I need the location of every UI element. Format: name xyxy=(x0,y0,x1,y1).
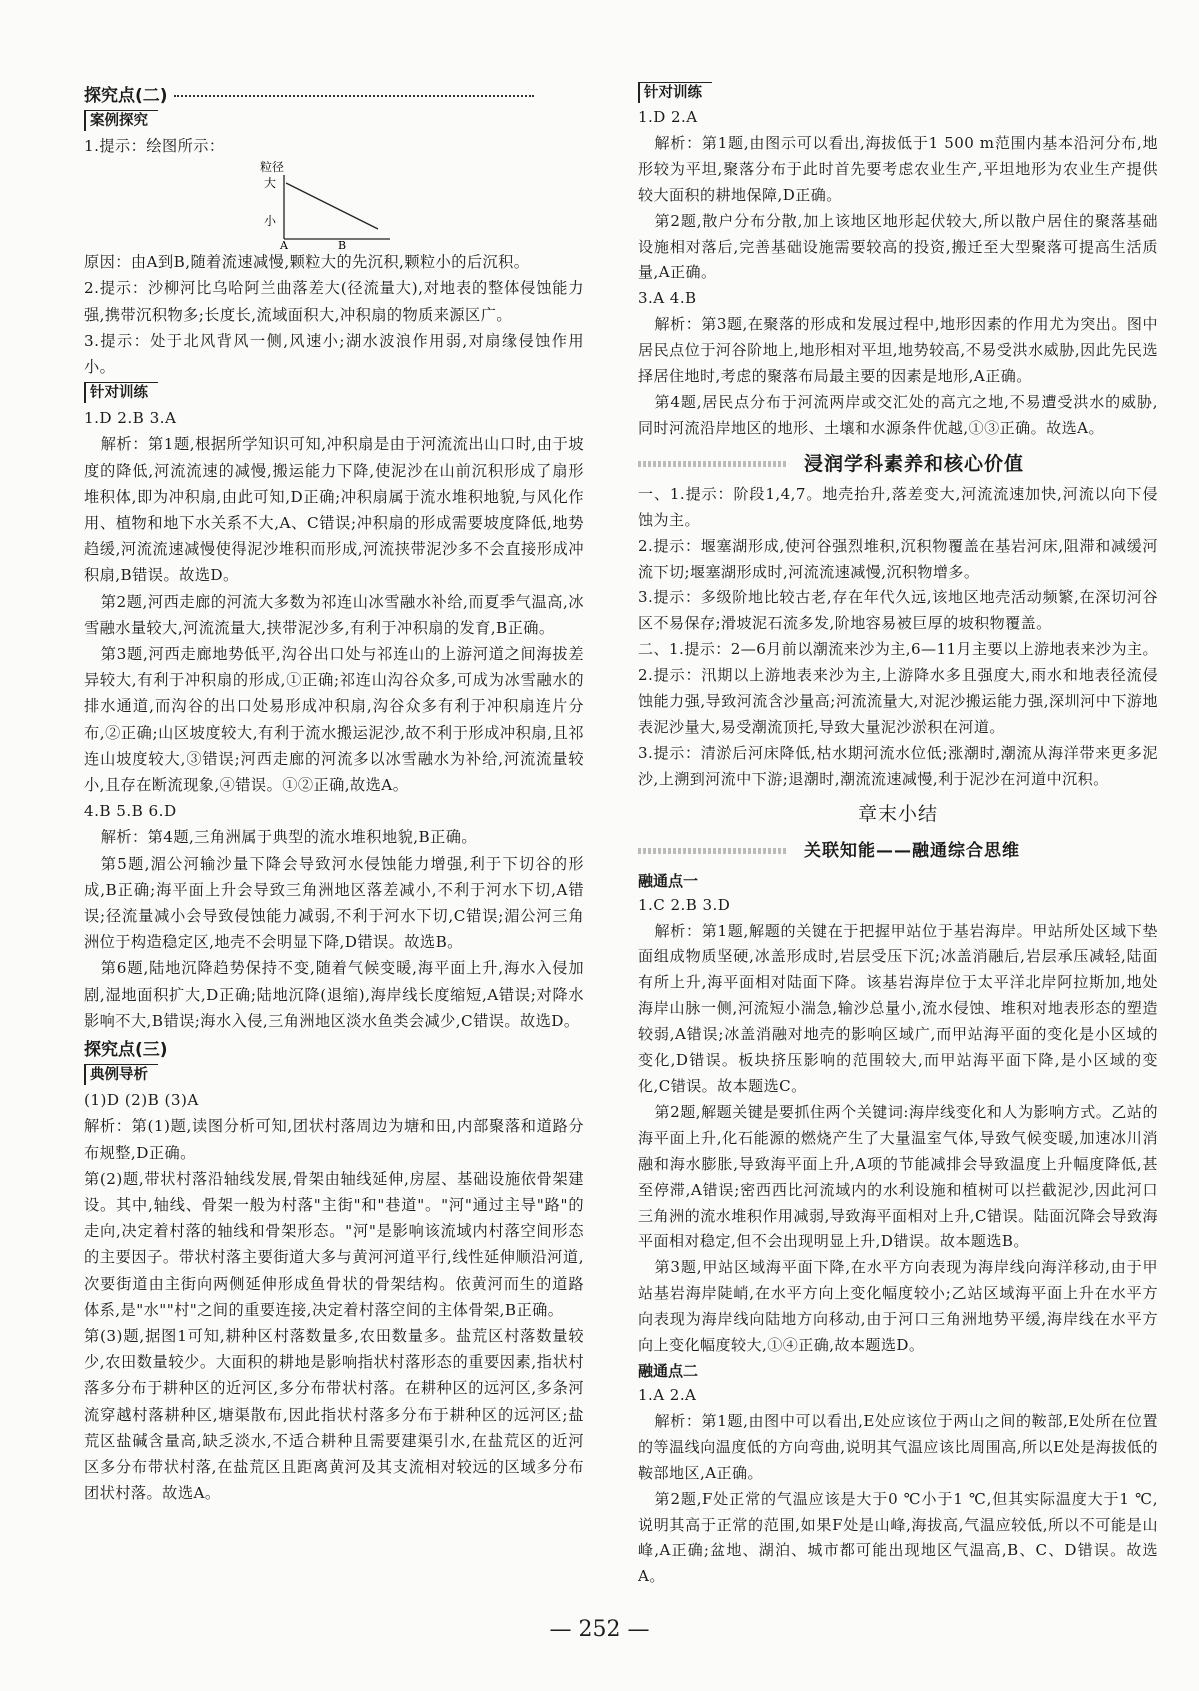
analysis-r2: 第2题,散户分布分散,加上该地区地形起伏较大,所以散户居住的聚落基础设施相对落后,完善基础设施需要较高的投资,搬迁至大型聚落可提高生活质量,A正确。 xyxy=(638,211,1158,282)
answers-r1: 1.D 2.A xyxy=(638,108,698,126)
answers-3: (1)D (2)B (3)A xyxy=(84,1091,199,1110)
chart-ylabel-1: 粒径 xyxy=(260,160,285,175)
left-column xyxy=(84,84,584,1506)
particle-size-chart xyxy=(260,159,584,249)
section-heading-3 xyxy=(84,1038,584,1062)
analysis-g1: 解析：第1题,由图中可以看出,E处应该位于两山之间的鞍部,E处所在位置的等温线向温度低的方向弯曲,说明其气温应该比周围高,所以E处是海拔低的鞍部地区,A正确。 xyxy=(638,1411,1158,1482)
section-title: 探究点(三) xyxy=(84,1040,168,1061)
case-label: 案例探究 xyxy=(84,110,158,131)
answers-r2: 3.A 4.B xyxy=(638,289,697,308)
hint-2: 2.提示：沙柳河比乌哈阿兰曲落差大(径流量大),对地表的整体侵蚀能力强,携带沉积物多;长度长,流域面积大,冲积扇的物质来源区广。 xyxy=(84,279,584,324)
chart-small-label: 小 xyxy=(264,214,277,229)
analysis-r4: 第4题,居民点分布于河流两岸或交汇处的高亢之地,不易遭受洪水的威胁,同时河流沿岸地区的地形、土壤和水源条件优越,①③正确。故选A。 xyxy=(638,392,1158,437)
question-2-analysis: 第(2)题,带状村落沿轴线发展,骨架由轴线延伸,房屋、基础设施依骨架建设。其中,轴线、骨架一般为村落"主街"和"巷道"。"河"通过主导"路"的走向,决定着村落的轴线和骨架形态。"河"是影响该流域内村落空间形态的主要因子。带状村落主要街道大多与黄河河道平行,线性延伸顺沿河道,次要街道由主街向两侧延伸形成鱼骨状的骨架结构。依黄河而生的道路体系,是"水""村"之间的重要连接,决定着村落空间的主体骨架,B正确。 xyxy=(84,1169,584,1319)
reason-text: 原因：由A到B,随着流速减慢,颗粒大的先沉积,颗粒小的后沉积。 xyxy=(84,253,530,272)
chapter-summary-title: 章末小结 xyxy=(857,802,938,825)
chart-point-b: B xyxy=(338,239,347,250)
section-heading-2 xyxy=(84,84,584,108)
answers-1: 1.D 2.B 3.A xyxy=(84,409,177,428)
fuse-point-2: 融通点二 xyxy=(638,1361,699,1380)
train-label: 针对训练 xyxy=(84,382,158,403)
chart-trend-line xyxy=(286,183,378,229)
analysis-g2: 第2题,F处正常的气温应该是大于0 ℃小于1 ℃,但其实际温度大于1 ℃,说明其高于正常的范围,如果F处是山峰,海拔高,气温应较低,所以不可能是山峰,A正确;盆地、湖泊、城市都可能出现地区气温高,B、C、D错误。故选A。 xyxy=(638,1489,1158,1586)
banner-decoration xyxy=(638,848,788,854)
analysis-f1: 解析：第1题,解题的关键在于把握甲站位于基岩海岸。甲站所处区域下垫面组成物质坚硬,冰盖形成时,岩层受压下沉;冰盖消融后,岩层承压减轻,陆面有所上升,海平面相对陆面下降。该基岩海岸位于太平洋北岸阿拉斯加,地处海岸山脉一侧,河流短小湍急,输沙总量小,流水侵蚀、堆积对地表形态的塑造较弱,A错误;冰盖消融对地壳的影响区域广,而甲站海平面的变化是小区域的变化,D错误。板块挤压影响的范围较大,而甲站海平面下降,是小区域的变化,C错误。故本题选C。 xyxy=(638,921,1158,1095)
hint-1: 1.提示：绘图所示： xyxy=(84,137,225,155)
analysis-f2: 第2题,解题关键是要抓住两个关键词:海岸线变化和人为影响方式。乙站的海平面上升,化石能源的燃烧产生了大量温室气体,导致气候变暖,加速冰川消融和海水膨胀,导致海平面上升,A项的节能减排会导致温度上升幅度降低,甚至停滞,A错误;密西西比河流域内的水利设施和植树可以拦截泥沙,因此河口三角洲的流水堆积作用减弱,导致海平面相对上升,C错误。陆面沉降会导致海平面相对稳定,但不会出现明显上升,D错误。故本题选B。 xyxy=(638,1102,1158,1251)
banner-core-values xyxy=(638,448,1158,478)
particle-size-diagram xyxy=(260,159,420,249)
literacy-4: 二、1.提示：2—6月前以潮流来沙为主,6—11月主要以上游地表来沙为主。 xyxy=(638,640,1159,659)
page-number: — 252 — xyxy=(549,1617,650,1642)
answers-f: 1.C 2.B 3.D xyxy=(638,895,731,914)
answers-2: 4.B 5.B 6.D xyxy=(84,802,177,821)
literacy-1: 一、1.提示：阶段1,4,7。地壳抬升,落差变大,河流流速加快,河流以向下侵蚀为主。 xyxy=(638,484,1158,529)
hint-3: 3.提示：处于北风背风一侧,风速小;湖水波浪作用弱,对扇缘侵蚀作用小。 xyxy=(84,331,584,377)
right-column xyxy=(638,80,1158,1590)
analysis-1: 解析：第1题,根据所学知识可知,冲积扇是由于河流流出山口时,由于坡度的降低,河流流速的减慢,搬运能力下降,使泥沙在山前沉积形成了扇形堆积体,即为冲积扇,由此可知,D正确;冲积扇属于流水堆积地貌,与风化作用、植物和地下水关系不大,A、C错误;冲积扇的形成需要坡度降低,地势趋缓,河流流速减慢使得泥沙堆积而形成,河流挟带泥沙多不会直接形成冲积扇,B错误。故选D。 xyxy=(84,435,584,585)
literacy-3: 3.提示：多级阶地比较古老,存在年代久远,该地区地壳活动频繁,在深切河谷区不易保存;滑坡泥石流多发,阶地容易被巨厚的坡积物覆盖。 xyxy=(638,588,1158,633)
section-title: 探究点(二) xyxy=(84,86,168,106)
analysis-5: 第5题,湄公河输沙量下降会导致河水侵蚀能力增强,利于下切谷的形成,B正确;海平面上升会导致三角洲地区落差减小,不利于河水下切,A错误;径流量减小会导致侵蚀能力减弱,不利于河水下切,C错误;湄公河三角洲位于构造稳定区,地壳不会明显下降,D错误。故选B。 xyxy=(84,854,584,952)
banner-title: 浸润学科素养和核心价值 xyxy=(804,452,1025,475)
question-1-analysis: 解析：第(1)题,读图分析可知,团状村落周边为塘和田,内部聚落和道路分布规整,D正确。 xyxy=(84,1117,584,1162)
banner-integration xyxy=(638,835,1158,865)
answers-g: 1.A 2.A xyxy=(638,1385,697,1404)
chart-ylabel-2: 大 xyxy=(264,176,277,191)
analysis-2: 第2题,河西走廊的河流大多数为祁连山冰雪融水补给,而夏季气温高,冰雪融水量较大,河流流量大,挟带泥沙多,有利于冲积扇的发育,B正确。 xyxy=(84,592,584,637)
analysis-r3: 解析：第3题,在聚落的形成和发展过程中,地形因素的作用尤为突出。图中居民点位于河谷阶地上,地形相对平坦,地势较高,不易受洪水威胁,因此先民选择居住地时,考虑的聚落布局最主要的因素是地形,A正确。 xyxy=(638,315,1158,386)
analysis-4: 解析：第4题,三角洲属于典型的流水堆积地貌,B正确。 xyxy=(100,828,478,847)
analysis-r1: 解析：第1题,由图示可以看出,海拔低于1 500 m范围内基本沿河分布,地形较为平坦,聚落分布于此时首先要考虑农业生产,平坦地形为农业生产提供较大面积的耕地保障,D正确。 xyxy=(638,133,1158,204)
analysis-f3: 第3题,甲站区域海平面下降,在水平方向表现为海岸线向海洋移动,由于甲站基岩海岸陡峭,在水平方向上变化幅度较小;乙站区域海平面上升在水平方向表现为海岸线向陆地方向移动,由于河口三角洲地势平缓,海岸线在水平方向上变化幅度较大,①④正确,故本题选D。 xyxy=(638,1258,1158,1355)
literacy-5: 2.提示：汛期以上游地表来沙为主,上游降水多且强度大,雨水和地表径流侵蚀能力强,导致河流含沙量高;河流流量大,对泥沙搬运能力强,深圳河中下游地表泥沙量大,易受潮流顶托,导致大量泥沙淤积在河道。 xyxy=(638,666,1158,736)
chart-point-a: A xyxy=(280,239,288,250)
literacy-6: 3.提示：清淤后河床降低,枯水期河流水位低;涨潮时,潮流从海洋带来更多泥沙,上溯到河流中下游;退潮时,潮流流速减慢,利于泥沙在河道中沉积。 xyxy=(638,743,1158,788)
literacy-2: 2.提示：堰塞湖形成,使河谷强烈堆积,沉积物覆盖在基岩河床,阻滞和减缓河流下切;堰塞湖形成时,河流流速减慢,沉积物增多。 xyxy=(638,536,1158,581)
train-label: 针对训练 xyxy=(638,82,712,103)
analysis-3: 第3题,河西走廊地势低平,沟谷出口处与祁连山的上游河道之间海拔差异较大,有利于冲积扇的形成,①正确;祁连山沟谷众多,可成为冰雪融水的排水通道,而沟谷的出口处易形成冲积扇,沟谷众多有利于冲积扇连片分布,②正确;山区坡度较大,有利于流水搬运泥沙,故不利于形成冲积扇,且祁连山坡度较大,③错误;河西走廊的河流多以冰雪融水为补给,河流流量较小,且存在断流现象,④错误。①②正确,故选A。 xyxy=(84,645,584,795)
example-label: 典例导析 xyxy=(84,1064,158,1085)
banner-title: 关联知能——融通综合思维 xyxy=(804,840,1020,861)
analysis-6: 第6题,陆地沉降趋势保持不变,随着气候变暖,海平面上升,海水入侵加剧,湿地面积扩大,D正确;陆地沉降(退缩),海岸线长度缩短,A错误;对降水影响不大,B错误;海水入侵,三角洲地区淡水鱼类会减少,C错误。故选D。 xyxy=(84,959,584,1030)
banner-decoration xyxy=(638,461,788,467)
fuse-point-1: 融通点一 xyxy=(638,871,699,890)
question-3-analysis: 第(3)题,据图1可知,耕种区村落数量多,农田数量多。盐荒区村落数量较少,农田数量较少。大面积的耕地是影响指状村落形态的重要因素,指状村落多分布于耕种区的近河区,多分布带状村落。在耕种区的远河区,多条河流穿越村落耕种区,塘渠散布,因此指状村落多分布于耕种区的远河区;盐荒区盐碱含量高,缺乏淡水,不适合耕种且需要建渠引水,在盐荒区的近河区多分布带状村落,在盐荒区且距离黄河及其支流相对较远的区域多分布团状村落。故选A。 xyxy=(84,1326,584,1503)
